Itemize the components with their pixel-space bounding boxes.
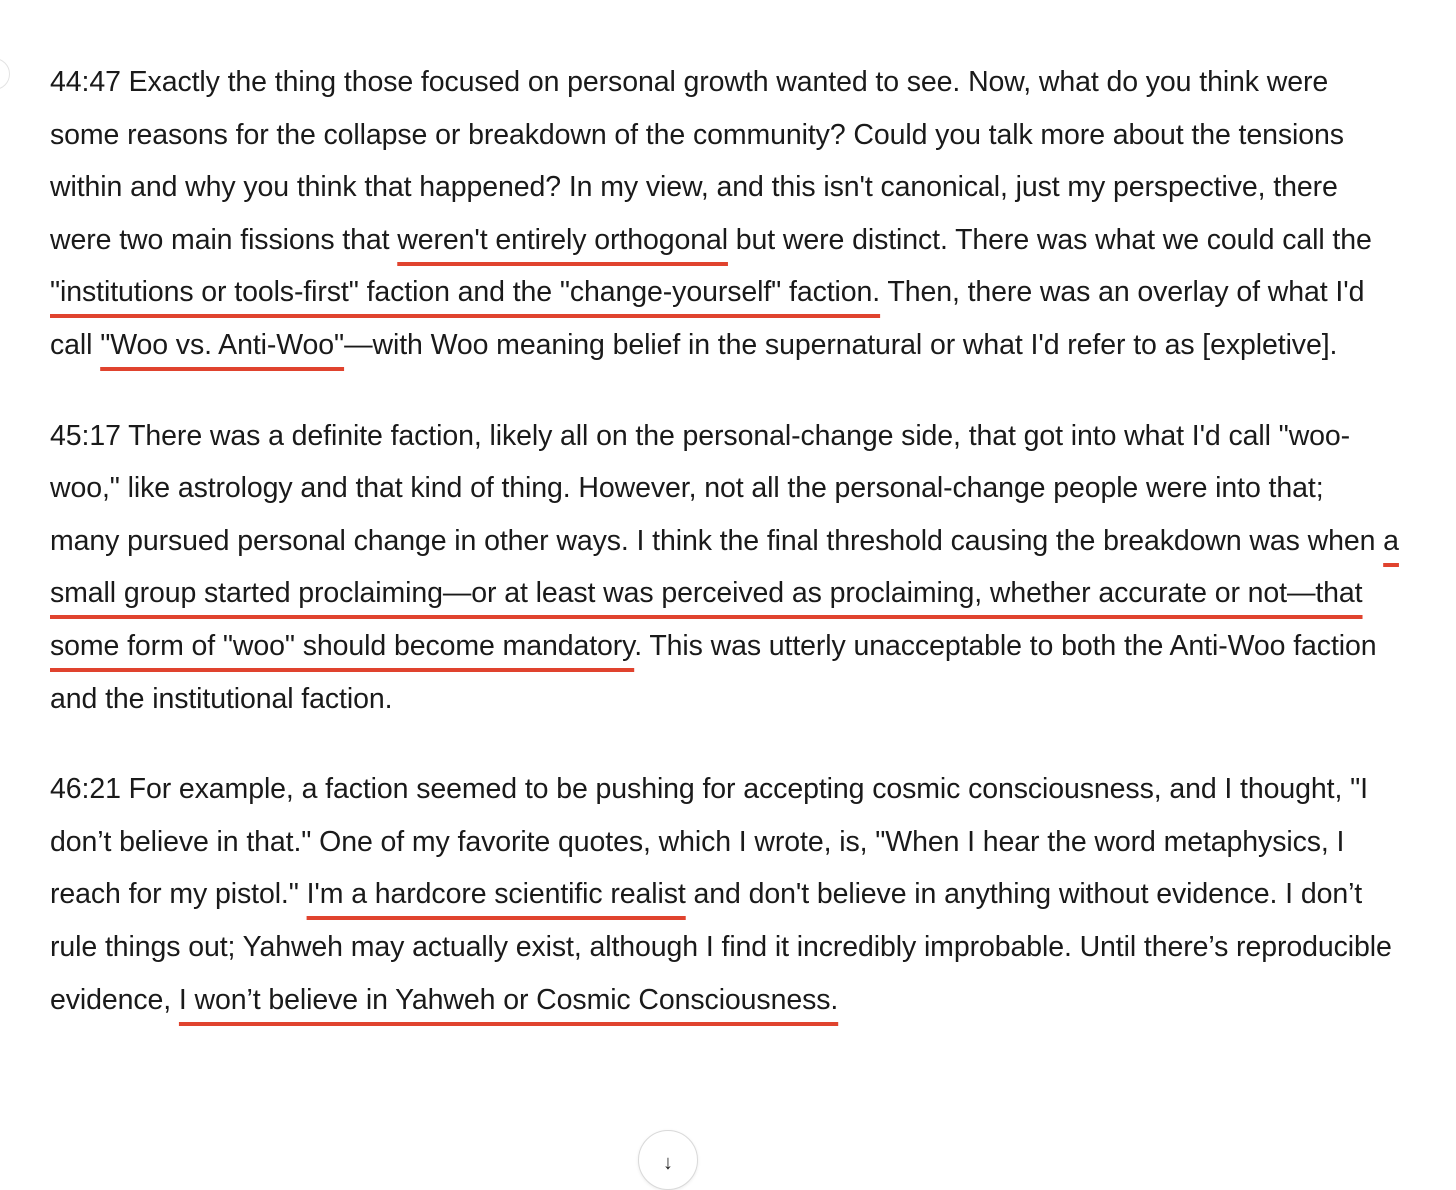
text-segment: Then, there was an overlay of what I'd call [50,276,1365,361]
transcript-paragraph [50,410,1400,726]
highlighted-phrase: I'm a hardcore scientific realist [306,878,686,911]
highlighted-phrase: a small group started proclaiming—or at least was perceived as proclaiming, whether accurate or not—that some form of "woo" should become mandatory [50,524,1399,662]
transcript-paragraph [50,56,1400,372]
scroll-down-button[interactable] [638,1130,698,1190]
highlighted-phrase: "Woo vs. Anti-Woo" [100,328,345,361]
text-segment: . This was utterly unacceptable to both the Anti-Woo faction and the institutional faction. [50,629,1377,715]
collapsed-panel-edge [0,58,10,90]
transcript-body [50,56,1400,1026]
text-segment: —with Woo meaning belief in the supernatural or what I'd refer to as [expletive]. [344,328,1338,361]
text-segment: 46:21 For example, a faction seemed to be pushing for accepting cosmic consciousness, and I thought, "I don’t believe in that." One of my favorite quotes, which I wrote, is, "When I hear the word metaphysics, I reach for my pistol." [50,773,1368,911]
highlighted-phrase: weren't entirely orthogonal [397,223,728,256]
text-segment: but were distinct. There was what we could call the [727,223,1372,256]
text-segment: and don't believe in anything without evidence. I don’t rule things out; Yahweh may actually exist, although I find it incredibly improbable. Until there’s reproducible evidence, [50,878,1392,1016]
arrow-down-icon: ↓ [663,1152,673,1174]
highlighted-phrase: I won’t believe in Yahweh or Cosmic Consciousness. [178,983,839,1016]
transcript-paragraph [50,763,1400,1026]
text-segment: 44:47 Exactly the thing those focused on personal growth wanted to see. Now, what do you think were some reasons for the collapse or breakdown of the community? Could you talk more about the tensions within and why you think that happened? In my view, and this isn't canonical, just my perspective, there were two main fissions that [50,66,1344,256]
highlighted-phrase: "institutions or tools-first" faction and the "change-yourself" faction. [50,276,881,309]
text-segment: 45:17 There was a definite faction, likely all on the personal-change side, that got into what I'd call "woo-woo," like astrology and that kind of thing. However, not all the personal-change people were into that; many pursued personal change in other ways. I think the final threshold causing the breakdown was when [50,419,1384,557]
